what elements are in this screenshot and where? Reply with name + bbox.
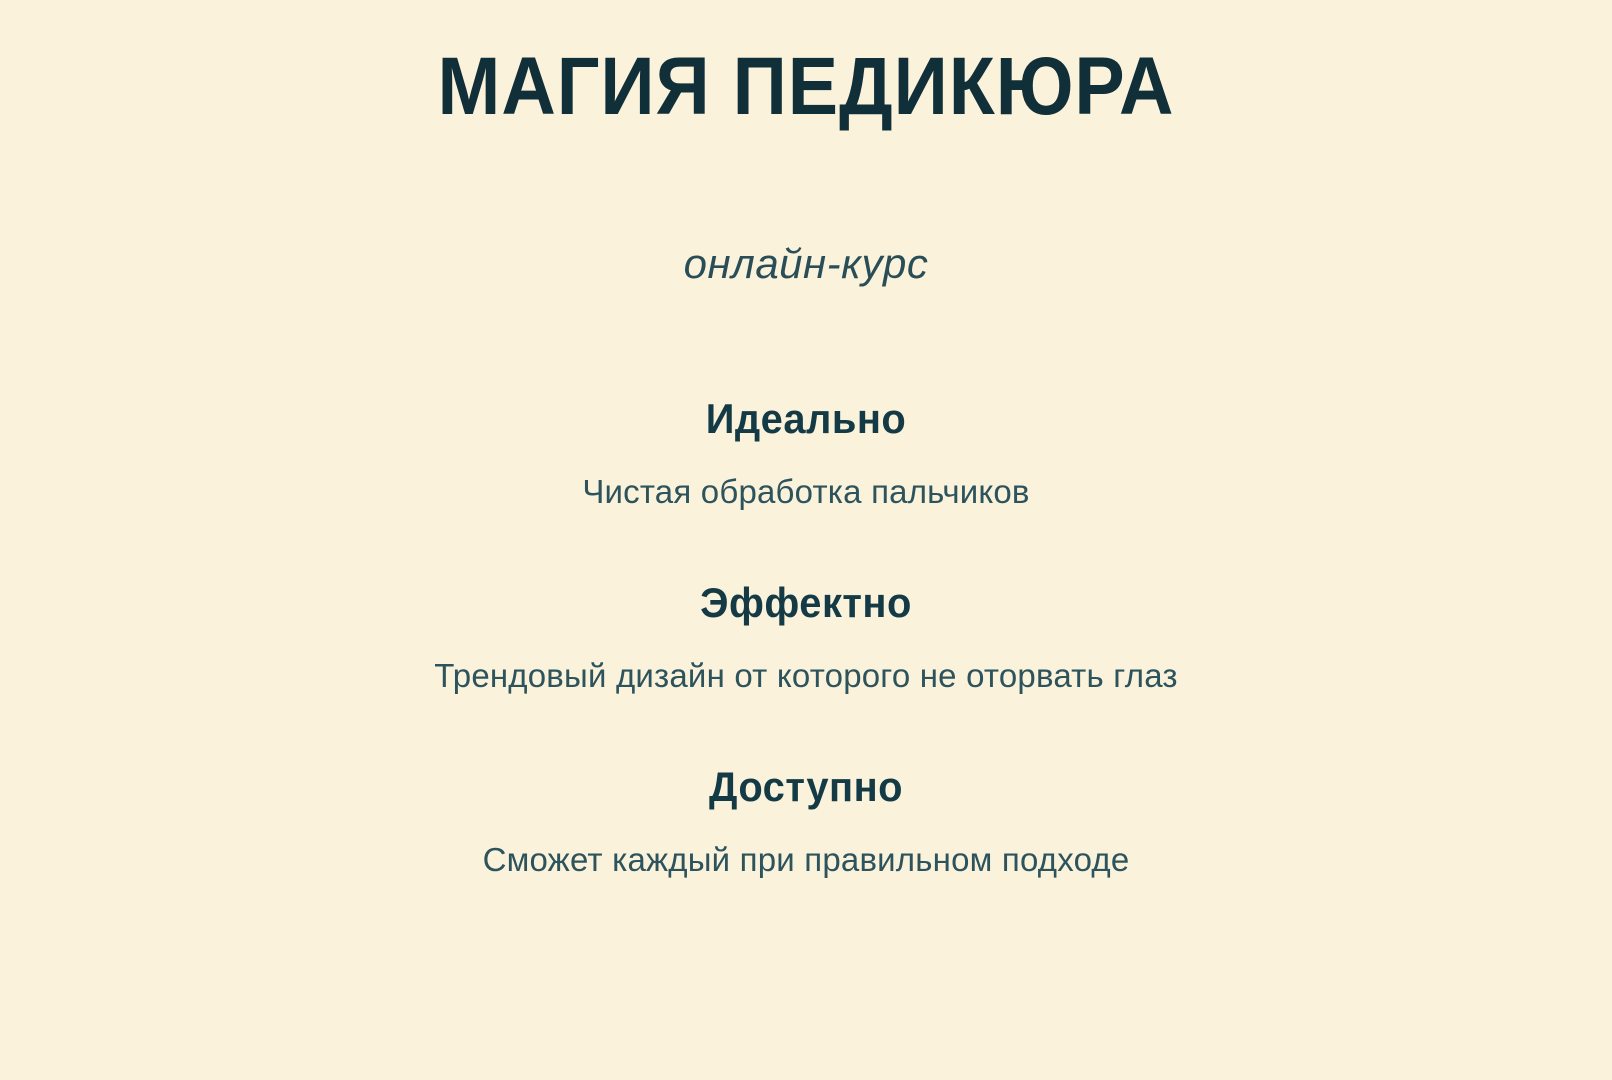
list-item <box>0 396 1612 512</box>
benefits-list <box>0 396 1612 879</box>
benefit-description: Трендовый дизайн от которого не оторвать глаз <box>434 656 1178 694</box>
page-title: МАГИЯ ПЕДИКЮРА <box>437 41 1175 132</box>
benefit-description: Сможет каждый при правильном подходе <box>482 840 1130 878</box>
list-item <box>0 764 1612 880</box>
list-item <box>0 580 1612 696</box>
benefit-title: Эффектно <box>700 578 912 626</box>
page-subtitle: онлайн-курс <box>683 240 929 287</box>
benefit-description: Чистая обработка пальчиков <box>582 473 1030 511</box>
benefit-title: Доступно <box>708 762 904 810</box>
benefit-title: Идеально <box>705 395 907 442</box>
